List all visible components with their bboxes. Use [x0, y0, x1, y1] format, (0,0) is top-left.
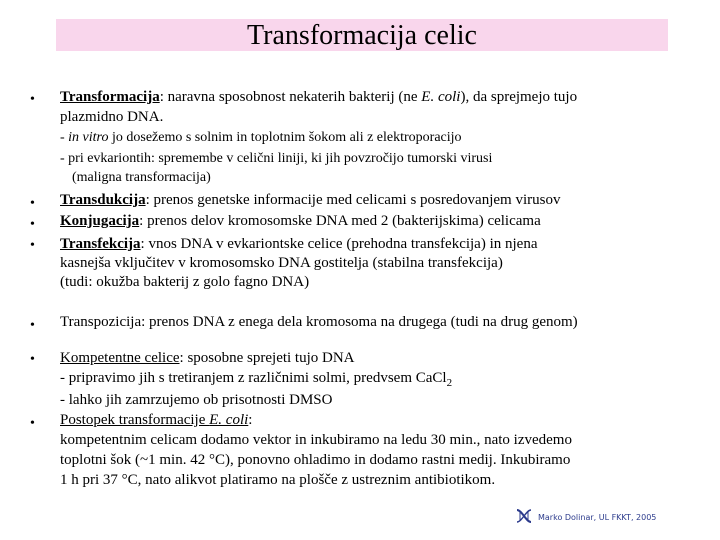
text: jo dosežemo s solnim in toplotnim šokom ali z elektroporacijo: [108, 130, 462, 145]
text: 1 h pri 37 °C, nato alikvot platiramo na plošče z ustreznim antibiotikom.: [60, 472, 496, 488]
text: - pri evkariontih: spremembe v celični liniji, ki jih povzročijo tumorski virusi: [60, 151, 493, 166]
footer-credit-text: Marko Dolinar, UL FKKT, 2005: [538, 512, 657, 522]
text: ), da sprejmejo tujo: [460, 89, 578, 105]
item-transformacija: [60, 87, 700, 187]
item-transdukcija: [60, 190, 700, 210]
term-konjugacija: Konjugacija: [60, 213, 140, 229]
dna-strand-icon: [514, 506, 534, 528]
text: Postopek transformacije: [60, 412, 210, 428]
text: :: [248, 412, 253, 428]
footer-credit: [514, 506, 656, 528]
in-vitro-term: in vitro: [68, 130, 109, 145]
text: : prenos genetske informacije med celicami s posredovanjem virusov: [145, 192, 561, 208]
bullet: •: [30, 92, 35, 107]
bullet: •: [30, 416, 35, 431]
slide-title: Transformacija celic: [56, 19, 668, 51]
text: : prenos delov kromosomske DNA med 2 (bakterijskima) celicama: [139, 213, 541, 229]
subscript: 2: [446, 377, 453, 389]
text: - pripravimo jih s tretiranjem z različnimi solmi, predvsem CaCl: [60, 370, 447, 386]
term-transformacija: Transformacija: [60, 89, 160, 105]
text: (tudi: okužba bakterij z golo fagno DNA): [60, 274, 310, 290]
term-transfekcija: Transfekcija: [60, 236, 141, 252]
term-kompetentne-celice: Kompetentne celice: [60, 350, 180, 366]
item-kompetentne-celice: [60, 348, 700, 410]
text: - lahko jih zamrzujemo ob prisotnosti DMSO: [60, 392, 333, 408]
term-postopek: [60, 412, 248, 428]
text: kompetentnim celicam dodamo vektor in inkubiramo na ledu 30 min., nato izvedemo: [60, 432, 572, 448]
text: : naravna sposobnost nekaterih bakterij (ne: [159, 89, 422, 105]
text: toplotni šok (~1 min. 42 °C), ponovno ohladimo in dodamo rastni medij. Inkubiramo: [60, 452, 571, 468]
text: (maligna transformacija): [72, 170, 211, 185]
text: : vnos DNA v evkariontske celice (prehodna transfekcija) in njena: [140, 236, 538, 252]
text: kasnejša vključitev v kromosomsko DNA gostitelja (stabilna transfekcija): [60, 255, 503, 271]
item-transpozicija: [60, 312, 700, 332]
text: -: [60, 130, 69, 145]
bullet: •: [30, 238, 35, 253]
text: Transpozicija: prenos DNA z enega dela kromosoma na drugega (tudi na drug genom): [60, 314, 578, 330]
bullet: •: [30, 318, 35, 333]
item-postopek-transformacije: [60, 410, 700, 490]
bullet: •: [30, 196, 35, 211]
bullet: •: [30, 217, 35, 232]
term-transdukcija: Transdukcija: [60, 192, 146, 208]
text: plazmidno DNA.: [60, 109, 164, 125]
item-transfekcija: [60, 234, 700, 292]
species-name: E. coli: [209, 412, 249, 428]
bullet: •: [30, 352, 35, 367]
item-konjugacija: [60, 211, 700, 231]
species-name: E. coli: [421, 89, 461, 105]
text: : sposobne sprejeti tujo DNA: [179, 350, 355, 366]
